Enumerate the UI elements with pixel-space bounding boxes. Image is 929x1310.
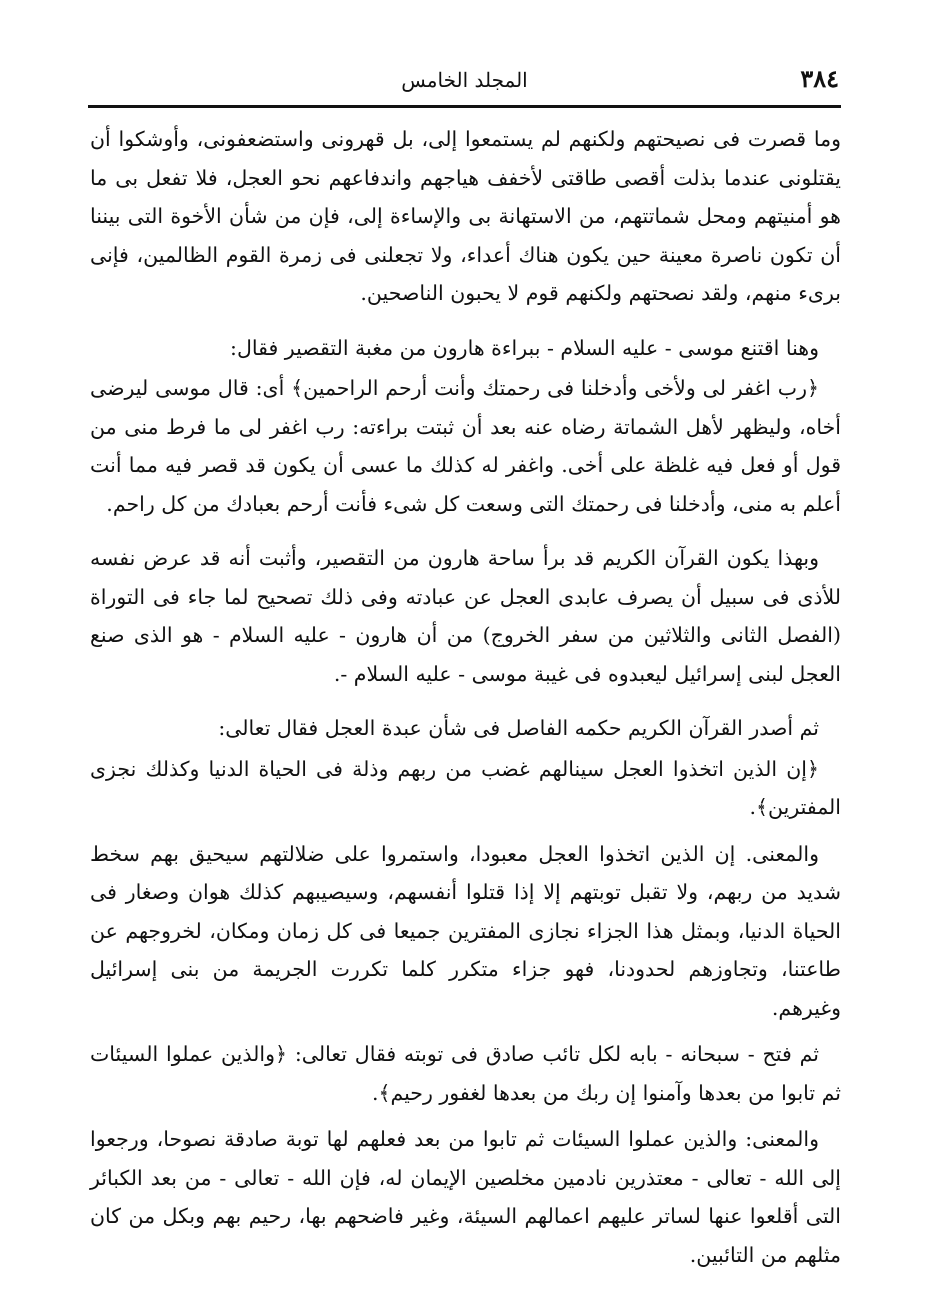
paragraph-musa-convinced: وهنا اقتنع موسى - عليه السلام - ببراءة هارون من مغبة التقصير فقال: — [230, 335, 819, 360]
page-number: ٣٨٤ — [800, 64, 839, 93]
page-body — [90, 120, 841, 1274]
paragraph-haroun-plea: وما قصرت فى نصيحتهم ولكنهم لم يستمعوا إلى، بل قهرونى واستضعفونى، وأوشكوا أن يقتلونى عندما بذلت أقصى طاقتى لأخفف هياجهم واندفاعهم نحو العجل، فلا تفعل بى ما هو أمنيتهم ومحل شماتتهم، من الاستهانة بى والإساءة إلى، فإن من شأن الأخوة التى بيننا أن تكون ناصرة معينة حين يكون هناك أعداء، ولا تجعلنى فى زمرة القوم الظالمين، فإنى برىء منهم، ولقد نصحتهم ولكنهم قوم لا يحبون الناصحين. — [90, 127, 841, 305]
paragraph-haroun-innocence: وبهذا يكون القرآن الكريم قد برأ ساحة هارون من التقصير، وأثبت أنه قد عرض نفسه للأذى فى سبيل أن يصرف عابدى العجل عن عبادته وفى ذلك تصحيح لما جاء فى التوراة (الفصل الثانى والثلاثين من سفر الخروج) من أن هارون - عليه السلام - هو الذى صنع العجل لبنى إسرائيل ليعبدوه فى غيبة موسى - عليه السلام -. — [90, 546, 841, 686]
paragraph-musa-prayer: ﴿رب اغفر لى ولأخى وأدخلنا فى رحمتك وأنت أرحم الراحمين﴾ أى: قال موسى ليرضى أخاه، وليظهر لأهل الشماتة رضاه عنه بعد أن ثبتت براءته: رب اغفر لى ما فرط منى من قول أو فعل فيه غلظة على أخى. واغفر له كذلك ما عسى أن يكون قد قصر فيه مما أنت أعلم به منى، وأدخلنا فى رحمتك التى وسعت كل شىء فأنت أرحم بعبادك من كل راحم. — [90, 376, 841, 516]
header-rule — [88, 105, 841, 108]
paragraph-calf-meaning: والمعنى. إن الذين اتخذوا العجل معبودا، واستمروا على ضلالتهم سيحيق بهم سخط شديد من ربهم، ولا تقبل توبتهم إلا إذا قتلوا أنفسهم، وسيصيبهم كذلك هوان وصغار فى الحياة الدنيا، وبمثل هذا الجزاء نجازى المفترين جميعا فى كل زمان ومكان، لخروجهم عن طاعتنا، وتجاوزهم لحدودنا، فهو جزاء متكرر كلما تكررت الجريمة من بنى إسرائيل وغيرهم. — [90, 841, 841, 1020]
paragraph-repentance-meaning: والمعنى: والذين عملوا السيئات ثم تابوا من بعد فعلهم لها توبة صادقة نصوحا، ورجعوا إلى الله - تعالى - معتذرين نادمين مخلصين الإيمان له، فإن الله - تعالى - من بعد الكبائر التى أقلعوا عنها لساتر عليهم اعمالهم السيئة، وغير فاضحهم بها، رحيم بهم وبكل من كان مثلهم من التائبين. — [90, 1127, 841, 1267]
running-title: المجلد الخامس — [401, 68, 528, 92]
paragraph-calf-verse: ﴿إن الذين اتخذوا العجل سينالهم غضب من ربهم وذلة فى الحياة الدنيا وكذلك نجزى المفترين﴾. — [90, 756, 841, 819]
page-header — [88, 62, 841, 104]
paragraph-repentance-verse: ثم فتح - سبحانه - بابه لكل تائب صادق فى توبته فقال تعالى: ﴿والذين عملوا السيئات ثم تابوا من بعدها وآمنوا إن ربك من بعدها لغفور رحيم﴾. — [90, 1042, 841, 1105]
paragraph-quran-verdict: ثم أصدر القرآن الكريم حكمه الفاصل فى شأن عبدة العجل فقال تعالى: — [218, 716, 819, 740]
